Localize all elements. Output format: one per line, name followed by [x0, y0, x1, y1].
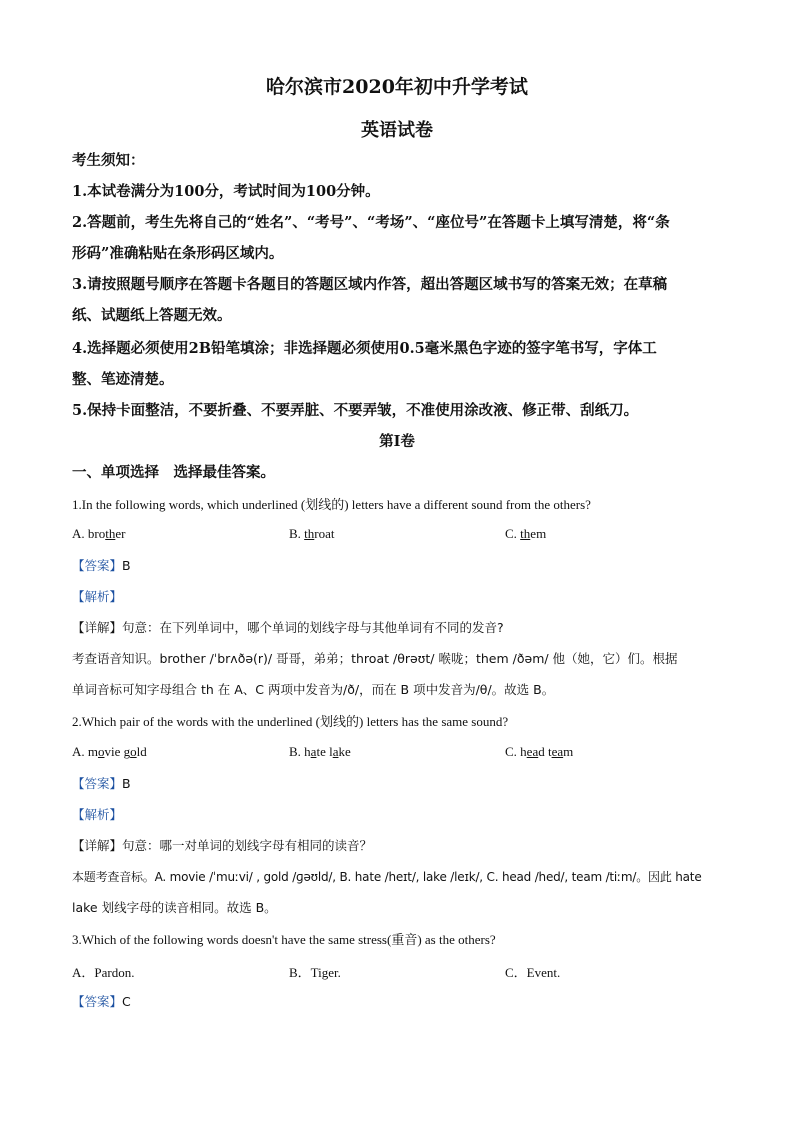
q1-option-c: C. them: [505, 526, 547, 541]
q3-option-a: A．Pardon.: [72, 965, 135, 980]
notice-item: 5.保持卡面整洁，不要折叠、不要弄脏、不要弄皱，不准使用涂改液、修正带、刮纸刀。: [72, 402, 639, 419]
q1-explanation-line-2: 单词音标可知字母组合 th 在 A、C 两项中发音为/ð/，而在 B 项中发音为/θ/。故选 B。: [72, 682, 555, 697]
question-2-stem: 2.Which pair of the words with the underlined (划线的) letters has the same sound?: [72, 714, 509, 729]
part-heading: 一、单项选择 选择最佳答案。: [72, 464, 275, 481]
q2-explanation-line-1: 本题考查音标。A. movie /ˈmuːvi/ , gold /ɡəʊld/, B. hate /heɪt/, lake /leɪk/, C. head /hed/, team /tiːm/。因此 hate: [72, 870, 702, 884]
notice-heading: 考生须知：: [72, 152, 145, 169]
q3-option-c: C．Event.: [505, 965, 561, 980]
q2-option-a: A. movie gold: [72, 744, 147, 759]
notice-item: 纸、试题纸上答题无效。: [72, 307, 232, 324]
q2-explanation-line-2: lake 划线字母的读音相同。故选 B。: [72, 900, 277, 915]
q2-detail: 【详解】句意：哪一对单词的划线字母有相同的读音？: [72, 838, 373, 853]
notice-item: 形码”准确粘贴在条形码区域内。: [72, 245, 284, 262]
notice-item: 整、笔迹清楚。: [72, 371, 174, 388]
q1-explanation-line-1: 考查语音知识。brother /ˈbrʌðə(r)/ 哥哥，弟弟；throat /θrəʊt/ 喉咙；them /ðəm/ 他（她，它）们。根据: [72, 651, 678, 666]
q1-analysis-tag: 【解析】: [72, 589, 123, 604]
q1-option-a: A. brother: [72, 526, 126, 541]
notice-item: 4.选择题必须使用2B铅笔填涂；非选择题必须使用0.5毫米黑色字迹的签字笔书写，字体工: [72, 340, 657, 357]
q1-detail: 【详解】句意：在下列单词中，哪个单词的划线字母与其他单词有不同的发音?: [72, 620, 504, 635]
q1-answer: 【答案】B: [72, 558, 131, 573]
question-3-stem: 3.Which of the following words doesn't have the same stress(重音) as the others?: [72, 932, 496, 947]
q2-analysis-tag: 【解析】: [72, 807, 123, 822]
q2-option-b: B. hate lake: [289, 744, 351, 759]
page-title: 哈尔滨市2020年初中升学考试: [266, 76, 528, 98]
q1-option-b: B. throat: [289, 526, 335, 541]
notice-item: 3.请按照题号顺序在答题卡各题目的答题区域内作答，超出答题区域书写的答案无效；在草稿: [72, 276, 668, 293]
page-subtitle: 英语试卷: [361, 120, 433, 141]
q3-answer: 【答案】C: [72, 994, 131, 1009]
notice-item: 1.本试卷满分为100分，考试时间为100分钟。: [72, 183, 380, 200]
notice-item: 2.答题前，考生先将自己的“姓名”、“考号”、“考场”、“座位号”在答题卡上填写清楚，将“条: [72, 214, 670, 231]
volume-heading: 第Ⅰ卷: [379, 433, 415, 450]
q2-answer: 【答案】B: [72, 776, 131, 791]
q2-option-c: C. head team: [505, 744, 574, 759]
q3-option-b: B．Tiger.: [289, 965, 341, 980]
question-1-stem: 1.In the following words, which underlined (划线的) letters have a different sound from the others?: [72, 497, 591, 512]
